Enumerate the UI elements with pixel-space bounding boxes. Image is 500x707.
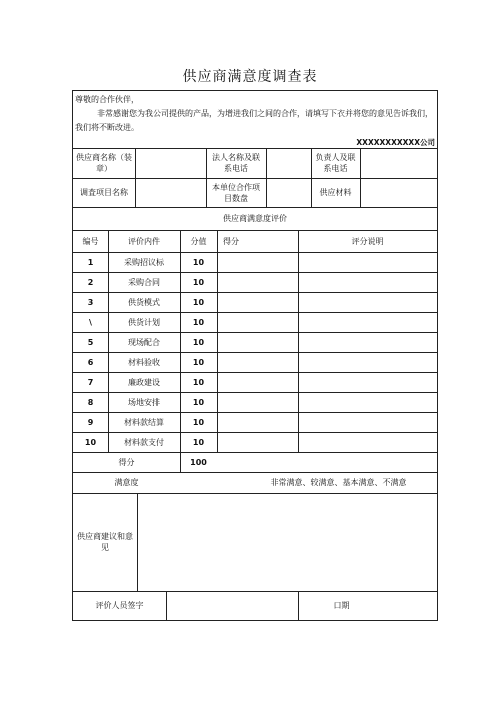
row-no: 10 [84, 437, 97, 447]
row-score-field[interactable] [217, 292, 298, 312]
row-score-field[interactable] [217, 332, 298, 352]
row-no: 2 [87, 277, 94, 287]
row-no: 8 [87, 397, 94, 407]
row-item: 供货模式 [128, 297, 160, 307]
row-item: 现场配合 [128, 337, 160, 347]
header-score-value: 分值 [190, 236, 207, 246]
header-item: 评价内件 [128, 236, 160, 246]
person-contact-label: 负责人及联系电话 [315, 153, 356, 173]
row-no: 7 [87, 377, 94, 387]
row-value: 10 [192, 277, 205, 287]
suggestion-field[interactable] [137, 493, 437, 591]
row-no: 1 [87, 257, 94, 267]
row-value: 10 [192, 417, 205, 427]
person-contact-field[interactable] [360, 148, 437, 178]
section-title: 供应商满意度评价 [223, 214, 287, 223]
supplier-name-field[interactable] [135, 148, 206, 178]
row-value: 10 [192, 337, 205, 347]
row-score-field[interactable] [217, 372, 298, 392]
row-score-field[interactable] [217, 272, 298, 292]
row-score-field[interactable] [217, 252, 298, 272]
company-name: XXXXXXXXXXX公司 [356, 138, 435, 147]
row-item: 供货计划 [128, 317, 160, 327]
survey-form [72, 90, 438, 621]
row-score-field[interactable] [217, 312, 298, 332]
satisfaction-label: 满意度 [114, 478, 139, 487]
row-item: 场地安排 [128, 397, 160, 407]
total-value: 100 [190, 457, 207, 467]
project-count-label: 本单位合作项目数盘 [212, 182, 260, 203]
supplier-name-label: 供应商名称（装章） [76, 153, 132, 173]
greeting: 尊敬的合作伙伴， [75, 95, 139, 104]
form-title: 供应商满意度调查表 [182, 69, 318, 85]
row-no: 3 [87, 297, 94, 307]
row-no: 5 [87, 337, 94, 347]
row-value: 10 [192, 317, 205, 327]
legal-contact-label: 法人名称及联系电话 [212, 153, 260, 173]
signature-label: 评价人员签字 [95, 601, 144, 610]
divider [298, 230, 299, 452]
supply-material-label: 供应材料 [319, 188, 352, 197]
row-item: 采购合同 [128, 277, 160, 287]
intro-body: 非常感谢您为我公司提供的产品，为增进我们之间的合作，请填写下衣并将您的意见告诉我们，我们将不断改进。 [75, 109, 433, 132]
project-count-field[interactable] [266, 178, 311, 207]
row-no: \ [89, 317, 92, 327]
row-value: 10 [192, 257, 205, 267]
signature-field[interactable] [166, 591, 298, 620]
supply-material-field[interactable] [360, 178, 437, 207]
row-score-field[interactable] [217, 352, 298, 372]
row-item: 采购招议标 [124, 257, 164, 267]
row-value: 10 [192, 437, 205, 447]
row-no: 9 [87, 417, 94, 427]
total-label: 得分 [118, 457, 135, 467]
row-value: 10 [192, 357, 205, 367]
header-score: 得分 [223, 236, 239, 246]
row-item: 廉政建设 [128, 377, 160, 387]
suggestion-label: 供应商建议和意见 [77, 532, 133, 552]
project-name-label: 调査项目名称 [80, 188, 128, 197]
row-score-field[interactable] [217, 392, 298, 412]
legal-contact-field[interactable] [266, 148, 311, 178]
header-no: 编号 [82, 236, 99, 246]
row-no: 6 [87, 357, 94, 367]
intro-text [75, 93, 435, 135]
row-score-field[interactable] [217, 432, 298, 452]
satisfaction-options[interactable]: 非常满意、较满意、基本满意、不满意 [270, 478, 407, 487]
header-note: 评分说明 [351, 236, 384, 246]
row-value: 10 [192, 297, 205, 307]
row-value: 10 [192, 397, 205, 407]
row-item: 材料款支付 [124, 437, 164, 447]
date-label: 口期 [333, 601, 350, 610]
row-item: 材料验收 [128, 357, 160, 367]
row-score-field[interactable] [217, 412, 298, 432]
project-name-field[interactable] [135, 178, 206, 207]
row-value: 10 [192, 377, 205, 387]
row-item: 材料款结算 [124, 417, 164, 427]
